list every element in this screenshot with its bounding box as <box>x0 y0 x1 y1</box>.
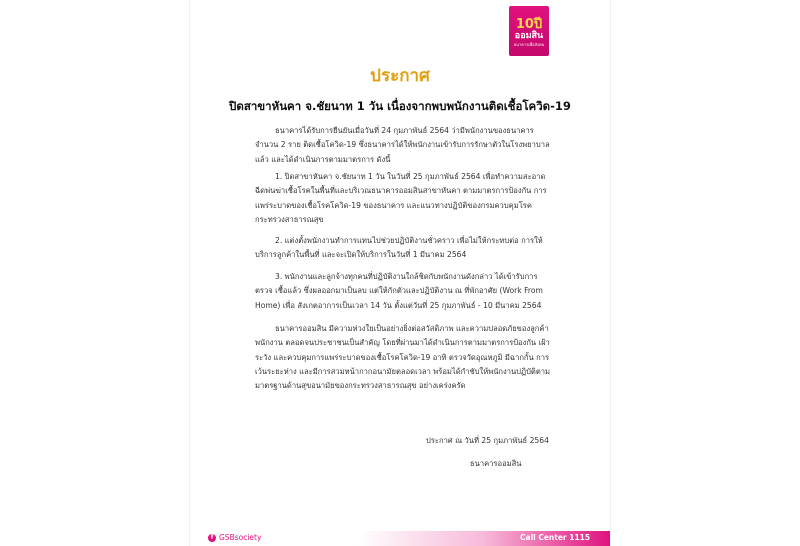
call-center: Call Center 1115 <box>520 533 591 542</box>
measure-2-paragraph: 2. แต่งตั้งพนักงานทำการแทนไปช่วยปฏิบัติงานชั่วคราว เพื่อไม่ให้กระทบต่อ การให้บริการลูกค้าในพื้นที่ และจะเปิดให้บริการในวันที่ 1 มีนาคม 2564 <box>255 236 543 260</box>
logo-tagline: ธนาคารเพื่อสังคม <box>513 42 545 47</box>
measure-3-paragraph: 3. พนักงานและลูกจ้างทุกคนที่ปฏิบัติงานใกล้ชิดกับพนักงานดังกล่าว ได้เข้ารับการตรวจ เชื้อแล้ว ซึ่งผลออกมาเป็นลบ แต่ให้กักตัวและปฏิบัติงาน ณ ที่พักอาศัย (Work From Home) เพื่อ สังเกตอาการเป็นเวลา 14 วัน ตั้งแต่วันที่ 25 กุมภาพันธ์ - 10 มีนาคม 2564 <box>255 272 543 310</box>
announcement-title: ปิดสาขาหันคา จ.ชัยนาท 1 วัน เนื่องจากพบพนักงานติดเชื้อโควิด-19 <box>229 99 571 113</box>
announcement-heading: ประกาศ <box>370 66 430 86</box>
signer: ธนาคารออมสิน <box>470 459 522 468</box>
announcement-date: ประกาศ ณ วันที่ 25 กุมภาพันธ์ 2564 <box>426 436 549 445</box>
gsb-logo <box>509 6 549 56</box>
social-handle: GSBsociety <box>219 533 262 542</box>
closing-paragraph: ธนาคารออมสิน มีความห่วงใยเป็นอย่างยิ่งต่อสวัสดิภาพ และความปลอดภัยของลูกค้า พนักงาน ตลอดจนประชาชนเป็นสำคัญ โดยที่ผ่านมาได้ดำเนินการตามมาตรการป้องกัน เฝ้าระวัง และควบคุมการแพร่ระบาดของเชื้อโรคโควิด-19 อาทิ ตรวจวัดอุณหภูมิ มีฉากกั้น การเว้นระยะห่าง และมีการสวมหน้ากากอนามัยตลอดเวลา พร้อมได้กำชับให้พนักงานปฏิบัติตาม มาตรฐานด้านสุขอนามัยของกระทรวงสาธารณสุข อย่างเคร่งครัด <box>255 324 551 391</box>
facebook-icon: f <box>208 534 216 542</box>
measure-1-paragraph: 1. ปิดสาขาหันคา จ.ชัยนาท 1 วัน ในวันที่ 25 กุมภาพันธ์ 2564 เพื่อทำความสะอาด ฉีดพ่นฆ่าเชื้อโรคในพื้นที่และบริเวณธนาคารออมสินสาขาหันคา ตามมาตรการป้องกัน การแพร่ระบาดของเชื้อโรคโควิด-19 ของธนาคาร และแนวทางปฏิบัติของกรมควบคุมโรค กระทรวงสาธารณสุข <box>255 172 547 224</box>
logo-anniversary: 10ปี <box>515 17 543 32</box>
social-link[interactable] <box>208 533 261 542</box>
intro-paragraph: ธนาคารได้รับการยืนยันเมื่อวันที่ 24 กุมภาพันธ์ 2564 ว่ามีพนักงานของธนาคาร จำนวน 2 ราย ติดเชื้อโควิด-19 ซึ่งธนาคารได้ให้พนักงานเข้ารับการรักษาตัวในโรงพยาบาลแล้ว และได้ดำเนินการตามมาตรการ ดังนี้ <box>255 126 550 164</box>
logo-name: ออมสิน <box>514 31 544 41</box>
